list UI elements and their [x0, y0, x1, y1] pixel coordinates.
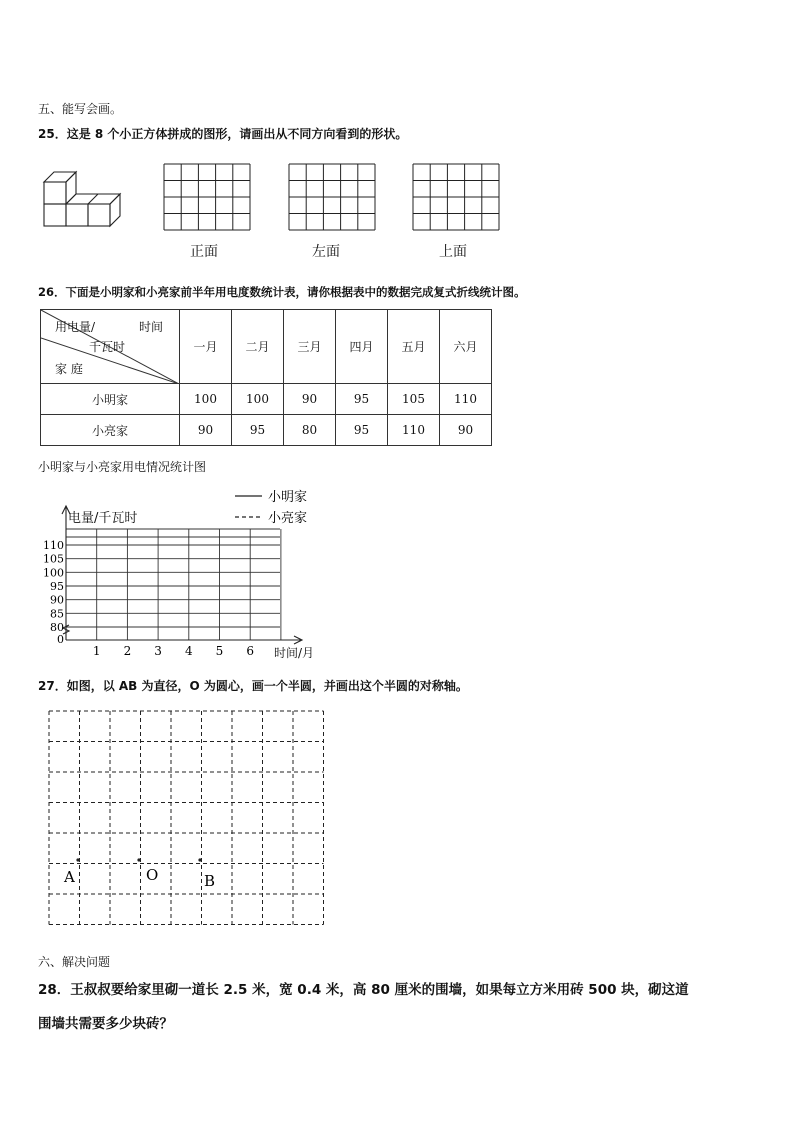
month-header: 四月	[336, 310, 388, 384]
x-axis-label: 时间/月	[274, 646, 315, 660]
y-tick-label: 100	[43, 566, 64, 580]
table-cell: 80	[284, 415, 336, 446]
y-tick-label: 0	[57, 633, 64, 646]
x-tick-label: 3	[154, 644, 162, 658]
point-o-label: O	[146, 866, 159, 884]
front-view-grid[interactable]	[163, 163, 251, 231]
table-cell: 95	[336, 384, 388, 415]
table-cell: 100	[232, 384, 284, 415]
y-axis-label: 电量/千瓦时	[68, 511, 138, 526]
header-family-label: 家 庭	[55, 362, 83, 376]
table-cell: 95	[232, 415, 284, 446]
point-a-label: A	[64, 868, 75, 886]
top-view-grid[interactable]	[412, 163, 500, 231]
table-diagonal-header	[41, 310, 180, 384]
legend-label: 小明家	[268, 490, 308, 505]
row-family-name: 小亮家	[41, 415, 180, 446]
section-five-title: 五、能写会画。	[38, 102, 123, 116]
section-six-title: 六、解决问题	[38, 955, 111, 969]
month-header: 六月	[440, 310, 492, 384]
header-usage-label: 用电量/	[55, 320, 96, 334]
table-cell: 105	[388, 384, 440, 415]
month-header: 二月	[232, 310, 284, 384]
point-o-dot	[137, 858, 140, 861]
legend-label: 小亮家	[268, 511, 308, 526]
question-28-line1: 28．王叔叔要给家里砌一道长 2.5 米，宽 0.4 米，高 80 厘米的围墙，如果每立方米用砖 500 块，砌这道	[38, 982, 689, 998]
question-25-text: 25．这是 8 个小正方体拼成的图形，请画出从不同方向看到的形状。	[38, 127, 408, 141]
month-header: 一月	[180, 310, 232, 384]
y-tick-label: 110	[43, 539, 64, 552]
view-label-front: 正面	[190, 244, 218, 260]
y-tick-label: 85	[50, 607, 64, 621]
question-28-line2: 围墙共需要多少块砖？	[38, 1016, 173, 1032]
month-header: 三月	[284, 310, 336, 384]
question-26-text: 26．下面是小明家和小亮家前半年用电度数统计表，请你根据表中的数据完成复式折线统计图。	[38, 285, 526, 299]
table-row	[41, 384, 492, 415]
header-time-label: 时间	[139, 320, 164, 334]
point-b-label: B	[204, 872, 216, 890]
table-cell: 90	[440, 415, 492, 446]
x-tick-label: 6	[246, 644, 255, 658]
table-cell: 100	[180, 384, 232, 415]
chart-caption: 小明家与小亮家用电情况统计图	[38, 460, 207, 474]
dashed-grid-paper[interactable]	[48, 710, 324, 926]
x-tick-label: 4	[184, 644, 193, 658]
usage-line-chart[interactable]	[30, 484, 340, 664]
view-label-left: 左面	[312, 244, 340, 260]
table-cell: 95	[336, 415, 388, 446]
table-cell: 110	[440, 384, 492, 415]
y-tick-label: 80	[50, 621, 64, 634]
x-tick-label: 2	[123, 644, 132, 658]
table-row	[41, 415, 492, 446]
y-tick-label: 105	[43, 552, 64, 566]
electricity-usage-table	[40, 309, 492, 446]
left-view-grid[interactable]	[288, 163, 376, 231]
header-unit-label: 千瓦时	[89, 340, 126, 354]
table-cell: 90	[284, 384, 336, 415]
question-27-text: 27．如图，以 AB 为直径，O 为圆心，画一个半圆，并画出这个半圆的对称轴。	[38, 679, 468, 693]
table-cell: 90	[180, 415, 232, 446]
month-header: 五月	[388, 310, 440, 384]
x-tick-label: 5	[215, 644, 224, 658]
point-b-dot	[198, 858, 201, 861]
row-family-name: 小明家	[41, 384, 180, 415]
table-cell: 110	[388, 415, 440, 446]
view-label-top: 上面	[439, 244, 467, 260]
point-a-dot	[76, 858, 79, 861]
x-tick-label: 1	[92, 644, 101, 658]
cube-figure	[42, 166, 128, 228]
y-tick-label: 90	[50, 593, 64, 607]
y-tick-label: 95	[50, 580, 64, 593]
